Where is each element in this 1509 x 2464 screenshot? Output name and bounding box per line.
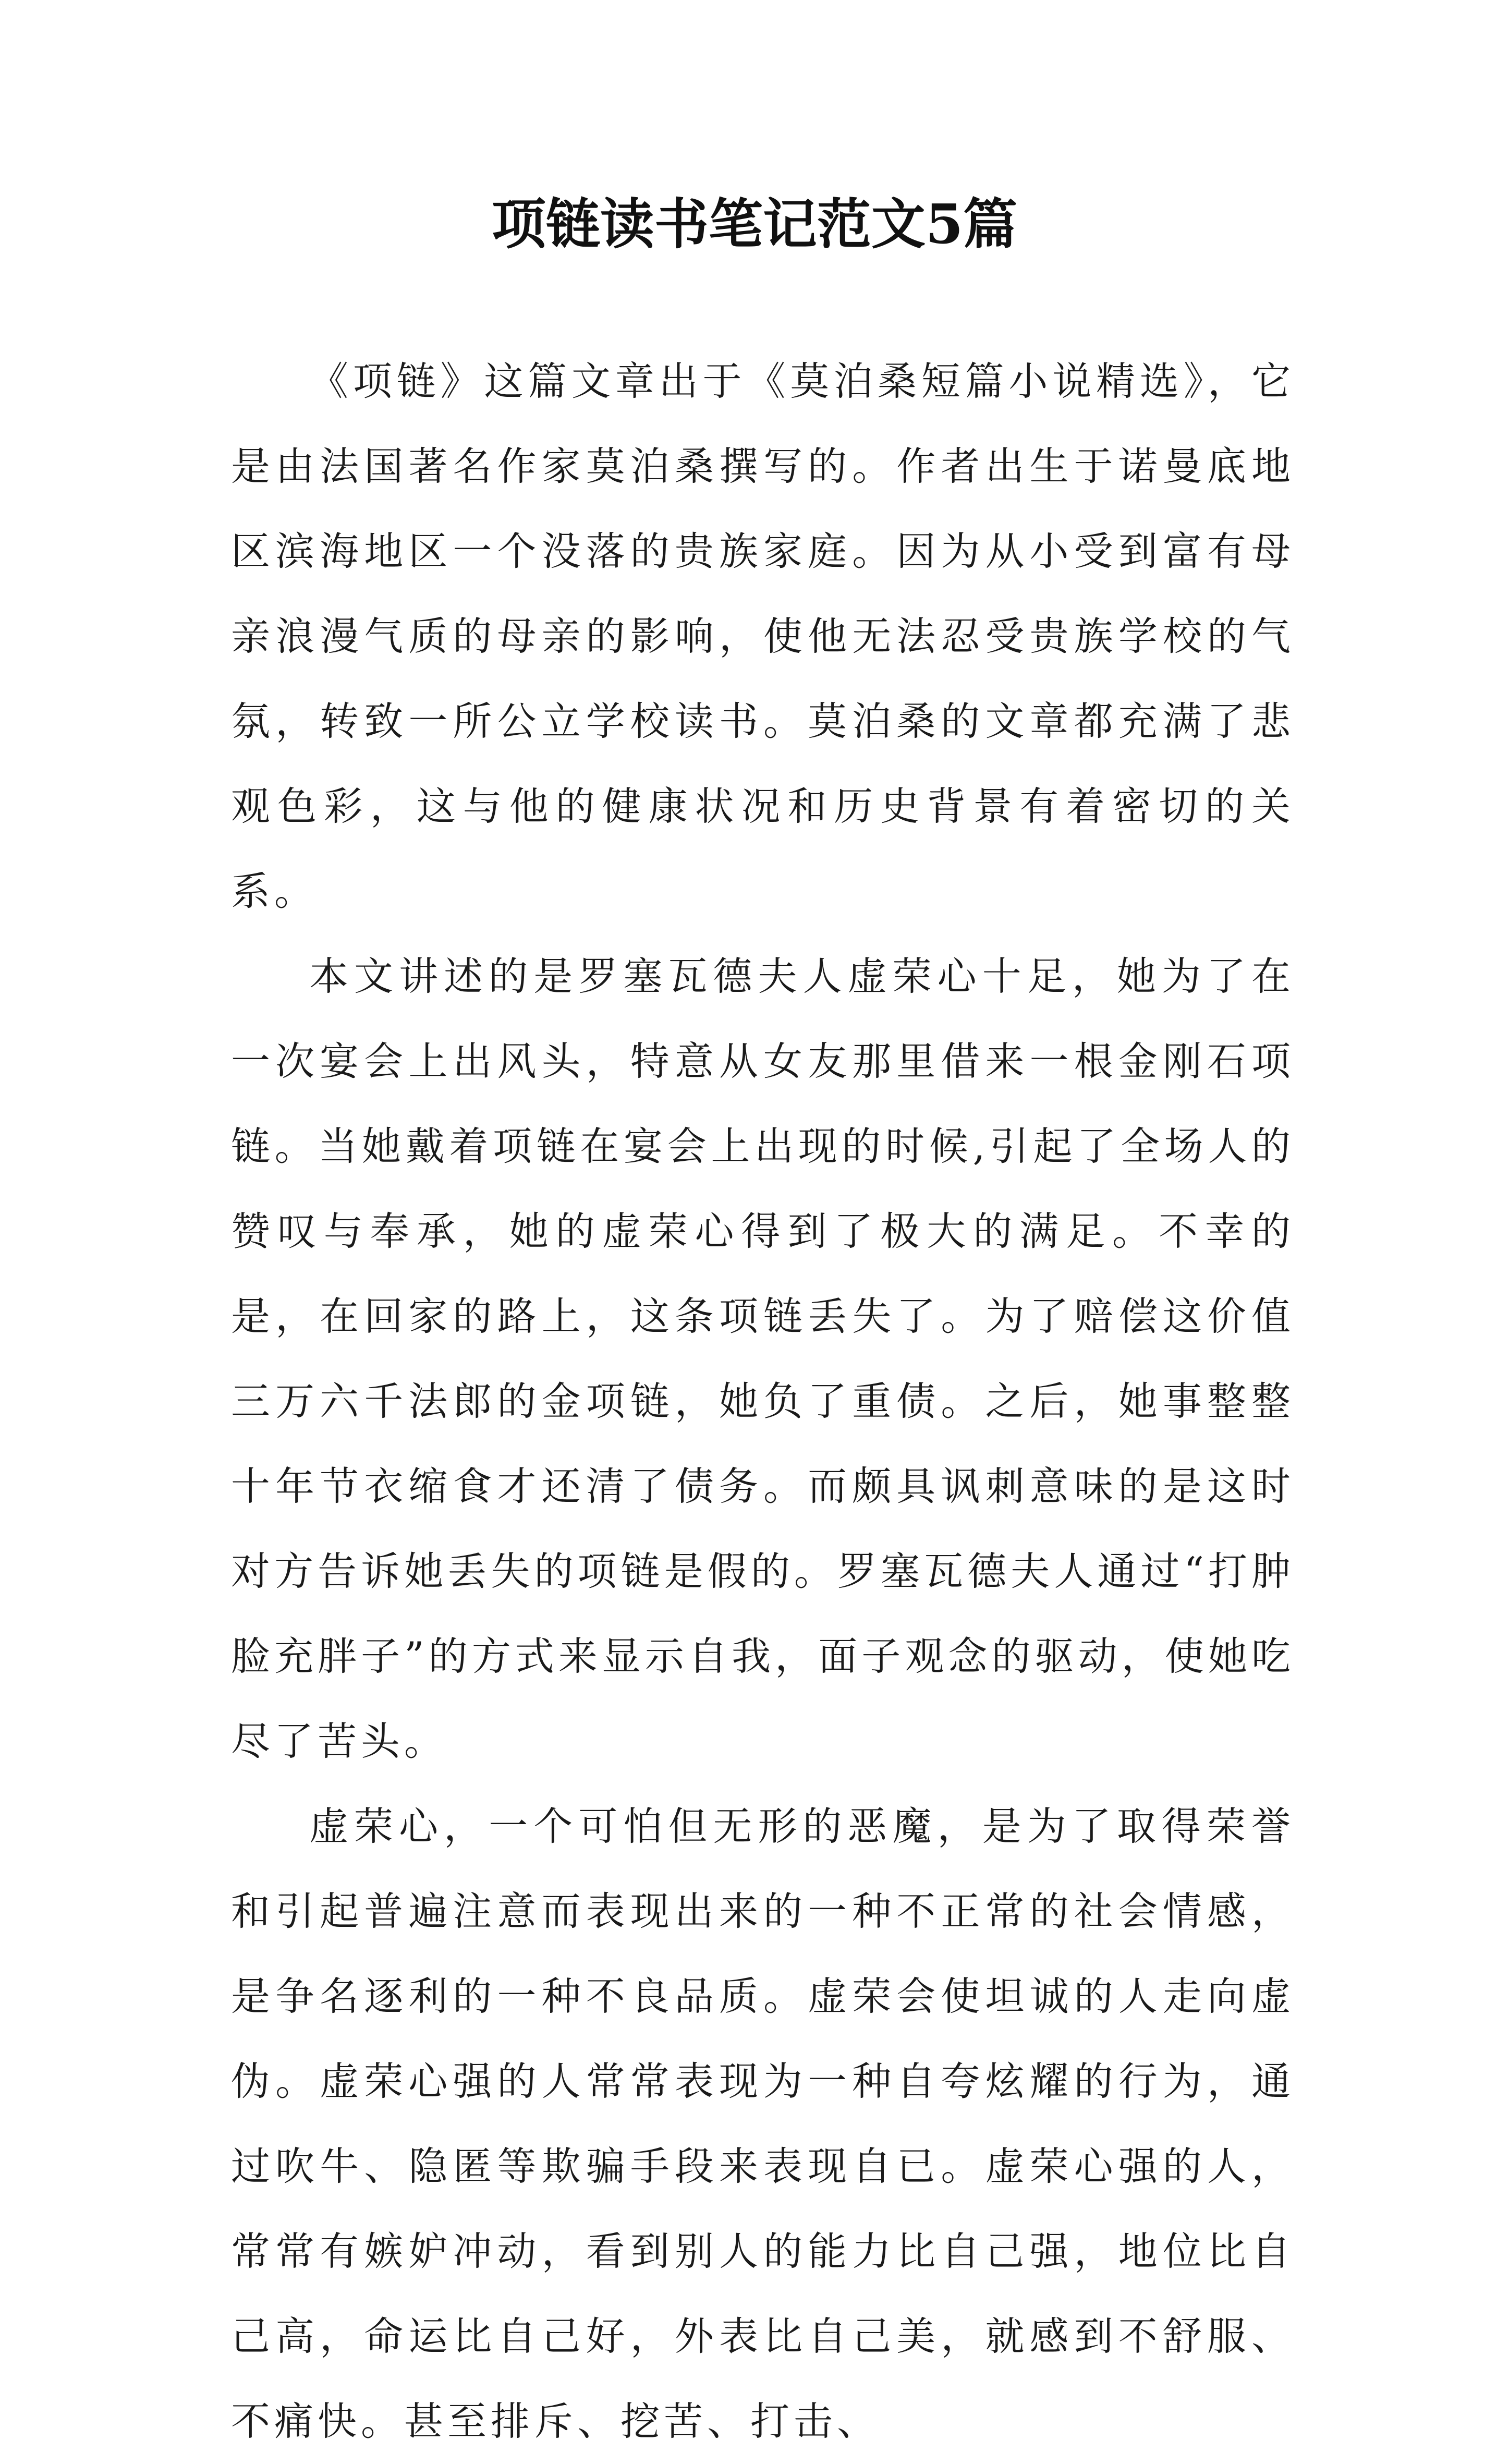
paragraph-3: 虚荣心，一个可怕但无形的恶魔，是为了取得荣誉和引起普遍注意而表现出来的一种不正常的社会情感，是争名逐利的一种不良品质。虚荣会使坦诚的人走向虚伪。虚荣心强的人常常表现为一种自夸炫耀的行为，通过吹牛、隐匿等欺骗手段来表现自已。虚荣心强的人，常常有嫉妒冲动，看到别人的能力比自己强，地位比自己高，命运比自己好，外表比自己美，就感到不舒服、不痛快。甚至排斥、挖苦、打击、 xyxy=(231,1803,1295,2444)
document-title: 项链读书笔记范文5篇 xyxy=(491,192,1018,256)
paragraph-2: 本文讲述的是罗塞瓦德夫人虚荣心十足，她为了在一次宴会上出风头，特意从女友那里借来一根金刚石项链。当她戴着项链在宴会上出现的时候,引起了全场人的赞叹与奉承，她的虚荣心得到了极大的满足。不幸的是，在回家的路上，这条项链丢失了。为了赔偿这价值三万六千法郎的金项链，她负了重债。之后，她事整整十年节衣缩食才还清了债务。而颇具讽刺意味的是这时对方告诉她丢失的项链是假的。罗塞瓦德夫人通过“打肿脸充胖子”的方式来显示自我，面子观念的驱动，使她吃尽了苦头。 xyxy=(231,953,1295,1764)
paragraph-1: 《项链》这篇文章出于《莫泊桑短篇小说精选》，它是由法国著名作家莫泊桑撰写的。作者出生于诺曼底地区滨海地区一个没落的贵族家庭。因为从小受到富有母亲浪漫气质的母亲的影响，使他无法忍受贵族学校的气氛，转致一所公立学校读书。莫泊桑的文章都充满了悲观色彩，这与他的健康状况和历史背景有着密切的关系。 xyxy=(231,358,1295,914)
document-body xyxy=(231,339,1295,2464)
